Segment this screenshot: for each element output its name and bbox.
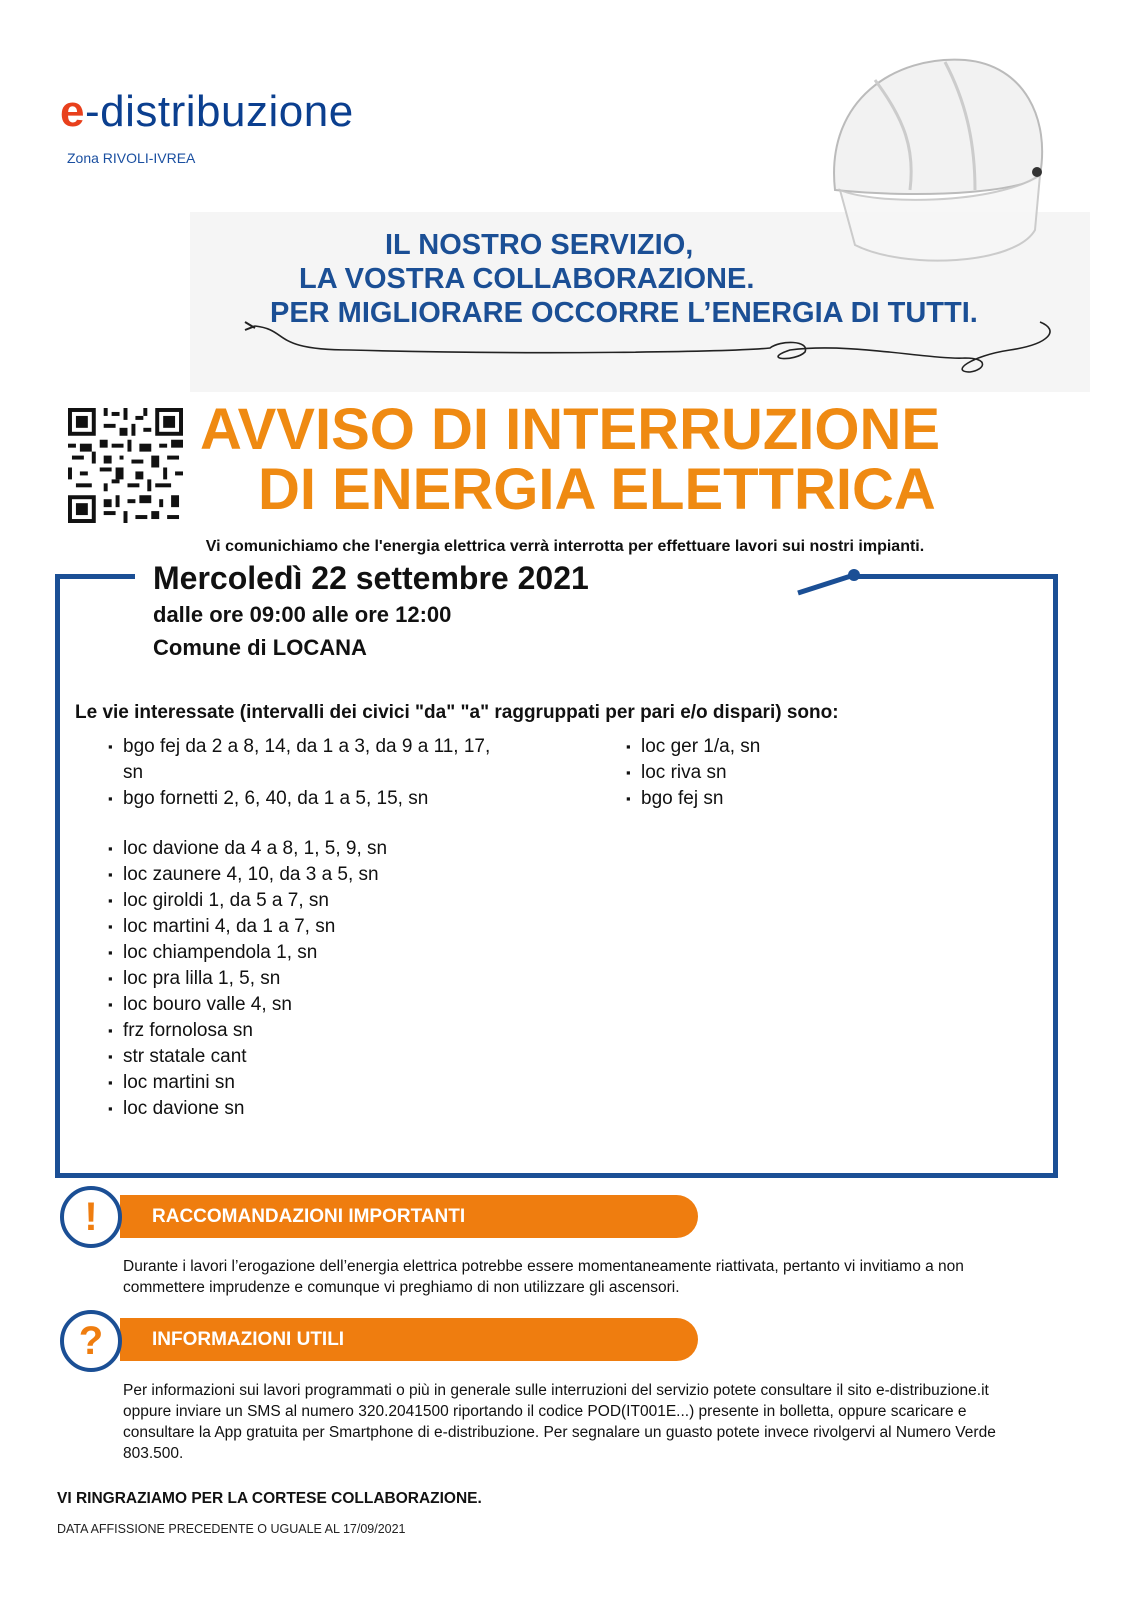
- affix-date: DATA AFFISSIONE PRECEDENTE O UGUALE AL 17/09/2021: [57, 1522, 406, 1536]
- slogan-line-3: PER MIGLIORARE OCCORRE L’ENERGIA DI TUTTI.: [270, 297, 978, 329]
- street-item: ▪ loc zaunere 4, 10, da 3 a 5, sn: [108, 862, 498, 888]
- street-item: ▪ loc giroldi 1, da 5 a 7, sn: [108, 888, 498, 914]
- outage-date: Mercoledì 22 settembre 2021: [153, 560, 589, 596]
- outage-hours: dalle ore 09:00 alle ore 12:00: [153, 602, 452, 627]
- thanks-text: VI RINGRAZIAMO PER LA CORTESE COLLABORAZIONE.: [57, 1490, 482, 1507]
- streets-column-1: [108, 734, 498, 1122]
- recommendations-text: Durante i lavori l’erogazione dell’energia elettrica potrebbe essere momentaneamente riattivata, pertanto vi invitiamo a non commettere imprudenze e comunque vi preghiamo di non utilizzare gli ascensori.: [123, 1258, 964, 1296]
- helmet-icon: [815, 40, 1055, 290]
- qr-code-icon: [68, 408, 183, 523]
- title-line-2: DI ENERGIA ELETTRICA: [258, 457, 936, 522]
- street-item: ▪ str statale cant: [108, 1044, 498, 1070]
- street-item: ▪ loc davione sn: [108, 1096, 498, 1122]
- street-item: ▪ loc martini 4, da 1 a 7, sn: [108, 914, 498, 940]
- question-icon: ?: [60, 1310, 122, 1372]
- logo-text: -distribuzione: [84, 87, 354, 136]
- info-text: Per informazioni sui lavori programmati o più in generale sulle interruzioni del servizio potete consultare il sito e-distribuzione.it oppure inviare un SMS al numero 320.2041500 riportando il codice POD(IT001E...) presente in bolletta, oppure scaricare e consultare la App gratuita per Smartphone di e-distribuzione. Per segnalare un guasto potete invece rivolgervi al Numero Verde 803.500.: [123, 1382, 996, 1462]
- frame-connector-icon: [790, 555, 870, 600]
- frame-border-right: [1053, 574, 1058, 1178]
- street-item: ▪ loc chiampendola 1, sn: [108, 940, 498, 966]
- outage-comune: Comune di LOCANA: [153, 635, 367, 660]
- title-line-1: AVVISO DI INTERRUZIONE: [200, 397, 941, 462]
- zone-label: Zona RIVOLI-IVREA: [67, 150, 196, 166]
- street-item: ▪ bgo fej da 2 a 8, 14, da 1 a 3, da 9 a 11, 17, sn: [108, 734, 498, 786]
- info-header: INFORMAZIONI UTILI: [120, 1318, 698, 1361]
- intro-text: Vi comunichiamo che l'energia elettrica verrà interrotta per effettuare lavori sui nostri impianti.: [205, 538, 925, 555]
- street-item: ▪ frz fornolosa sn: [108, 1018, 498, 1044]
- street-item: ▪ loc martini sn: [108, 1070, 498, 1096]
- frame-border-top-right: [855, 574, 1058, 579]
- recommendations-header: RACCOMANDAZIONI IMPORTANTI: [120, 1195, 698, 1238]
- slogan-line-2: LA VOSTRA COLLABORAZIONE.: [299, 263, 755, 295]
- notice-title: [200, 397, 941, 522]
- cable-plug-icon: [230, 300, 1070, 380]
- street-item: ▪ bgo fornetti 2, 6, 40, da 1 a 5, 15, sn: [108, 786, 498, 812]
- frame-border-bottom: [55, 1173, 1058, 1178]
- frame-border-left: [55, 574, 60, 1178]
- street-item: ▪ loc pra lilla 1, 5, sn: [108, 966, 498, 992]
- street-item: ▪ loc ger 1/a, sn: [626, 734, 926, 760]
- company-logo: [60, 87, 354, 136]
- street-item: ▪ bgo fej sn: [626, 786, 926, 812]
- slogan-line-1: IL NOSTRO SERVIZIO,: [385, 229, 694, 261]
- exclamation-icon: !: [60, 1186, 122, 1248]
- street-item: ▪ loc bouro valle 4, sn: [108, 992, 498, 1018]
- logo-e: e: [60, 87, 85, 136]
- street-item: ▪ loc riva sn: [626, 760, 926, 786]
- frame-border-top-left: [55, 574, 135, 579]
- street-item: ▪ loc davione da 4 a 8, 1, 5, 9, sn: [108, 836, 498, 862]
- streets-header: Le vie interessate (intervalli dei civici "da" "a" raggruppati per pari e/o dispari) sono:: [75, 702, 839, 723]
- streets-column-2: [626, 734, 926, 812]
